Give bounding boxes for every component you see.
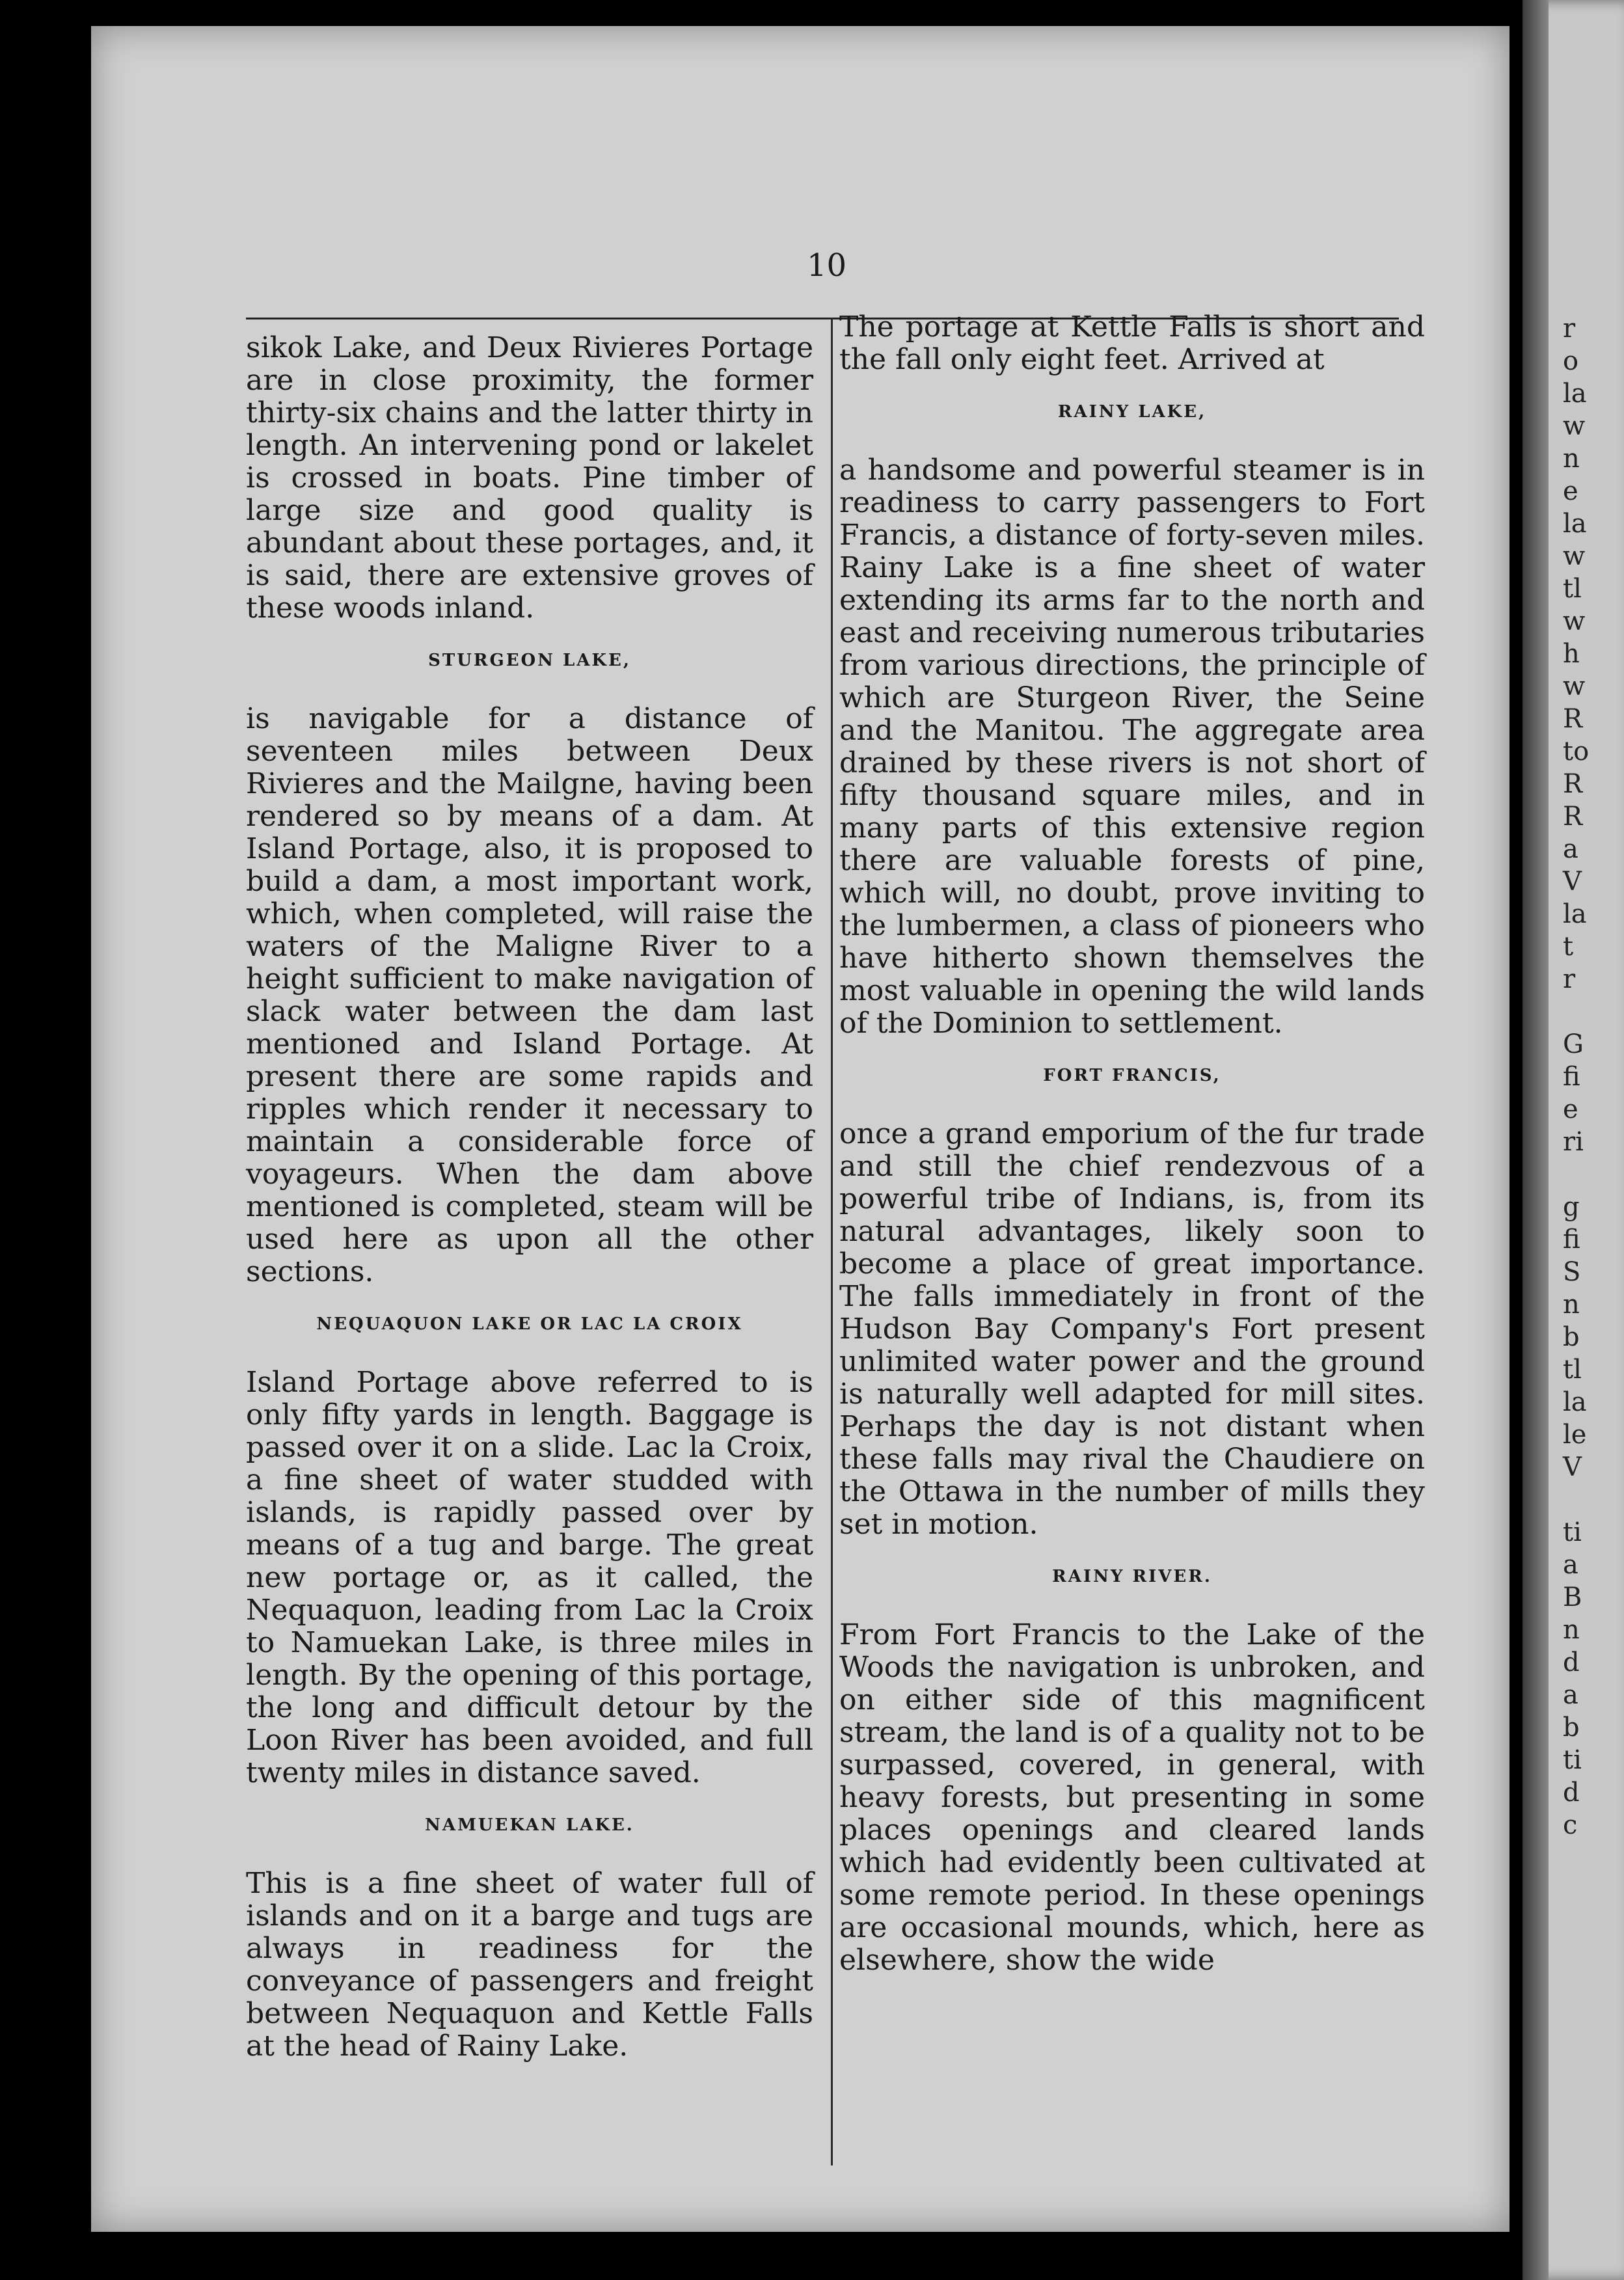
page-number: 10 <box>807 247 847 284</box>
facing-page-fragment: S <box>1563 1257 1581 1287</box>
facing-page-fragment: n <box>1563 1290 1580 1320</box>
facing-page-fragment: t <box>1563 932 1574 962</box>
facing-page-fragment: tl <box>1563 574 1582 604</box>
facing-page-fragment: b <box>1563 1713 1580 1743</box>
facing-page-fragment: ti <box>1563 1745 1582 1775</box>
facing-page-fragment: h <box>1563 639 1580 669</box>
body-paragraph: This is a fine sheet of water full of islands and on it a barge and tugs are always in readiness for the conveyance of passengers and freight between Nequaquon and Kettle Falls at the head of Rainy Lake. <box>246 1867 813 2063</box>
facing-page-fragment: w <box>1563 541 1586 571</box>
facing-page-fragment: g <box>1563 1192 1580 1222</box>
facing-page-fragment: a <box>1563 834 1578 864</box>
facing-page-fragment <box>1563 1158 1589 1191</box>
facing-page-fragment: ri <box>1563 1127 1584 1157</box>
book-gutter <box>1522 0 1549 2280</box>
body-paragraph: a handsome and powerful steamer is in readiness to carry passengers to Fort Francis, a distance of forty-seven miles. Rainy Lake is a fine sheet of water extending its arms far to the north and east and receiving numerous tributaries from various directions, the principle of which are Sturgeon River, the Seine and the Manitou. The aggregate area drained by these rivers is not short of fifty thousand square miles, and in many parts of this extensive region there are valuable forests of pine, which will, no doubt, prove inviting to the lumbermen, a class of pioneers who have hitherto shown themselves the most valuable in opening the wild lands of the Dominion to settlement. <box>839 454 1425 1040</box>
body-paragraph: The portage at Kettle Falls is short and the fall only eight feet. Arrived at <box>839 310 1425 376</box>
facing-page-fragment: r <box>1563 964 1576 994</box>
section-heading: STURGEON LAKE, <box>428 651 631 670</box>
facing-page-fragment: la <box>1563 379 1587 409</box>
facing-page-fragment: ti <box>1563 1517 1582 1547</box>
facing-page-fragment: to <box>1563 737 1590 767</box>
section-heading: RAINY LAKE, <box>1057 402 1207 422</box>
facing-page-fragment: e <box>1563 1094 1578 1124</box>
facing-page-fragment <box>1563 996 1589 1028</box>
facing-page-fragment: fi <box>1563 1062 1580 1092</box>
facing-page-fragment <box>1563 1484 1589 1516</box>
facing-page-fragment: a <box>1563 1680 1578 1710</box>
facing-page-fragment: V <box>1563 1452 1582 1482</box>
facing-page-fragment: b <box>1563 1322 1580 1352</box>
facing-page-fragment: w <box>1563 672 1586 701</box>
facing-page-fragment: a <box>1563 1550 1578 1580</box>
facing-page-fragment: w <box>1563 606 1586 636</box>
facing-page-fragment: la <box>1563 1387 1587 1417</box>
body-paragraph: sikok Lake, and Deux Rivieres Portage are in close proximity, the former thirty-six chains and the latter thirty in length. An intervening pond or lakelet is crossed in boats. Pine timber of large size and good quality is abundant about these portages, and, it is said, there are extensive groves of these woods inland. <box>246 331 813 625</box>
facing-page-fragment: fi <box>1563 1225 1580 1255</box>
section-heading: NEQUAQUON LAKE OR LAC LA CROIX <box>316 1314 743 1334</box>
body-paragraph: Island Portage above referred to is only fifty yards in length. Baggage is passed over it on a slide. Lac la Croix, a fine sheet of water studded with islands, is rapidly passed over by means of a tug and barge. The great new portage or, as it called, the Nequaquon, leading from Lac la Croix to Namuekan Lake, is three miles in length. By the opening of this portage, the long and difficult detour by the Loon River has been avoided, and full twenty miles in distance saved. <box>246 1366 813 1789</box>
facing-page-fragment: c <box>1563 1810 1578 1840</box>
column-divider <box>831 318 833 2165</box>
left-column <box>246 332 813 2073</box>
body-paragraph: is navigable for a distance of seventeen miles between Deux Rivieres and the Mailgne, having been rendered so by means of a dam. At Island Portage, also, it is proposed to build a dam, a most important work, which, when completed, will raise the waters of the Maligne River to a height sufficient to make navigation of slack water between the dam last mentioned and Island Portage. At present there are some rapids and ripples which render it necessary to maintain a considerable force of voyageurs. When the dam above mentioned is completed, steam will be used here as upon all the other sections. <box>246 702 813 1288</box>
facing-page-fragment: d <box>1563 1648 1580 1677</box>
facing-page-fragment: R <box>1563 802 1583 832</box>
facing-page-fragment: w <box>1563 411 1586 441</box>
facing-page-edge <box>1522 0 1624 2280</box>
body-paragraph: once a grand emporium of the fur trade and still the chief rendezvous of a powerful tribe of Indians, is, from its natural advantages, likely soon to become a place of great importance. The falls immediately in front of the Hudson Bay Company's Fort present unlimited water power and the ground is naturally well adapted for mill sites. Perhaps the day is not distant when these falls may rival the Chaudiere on the Ottawa in the number of mills they set in motion. <box>839 1117 1425 1541</box>
body-paragraph: From Fort Francis to the Lake of the Woods the navigation is unbroken, and on either side of this magnificent stream, the land is of a quality not to be surpassed, covered, in general, with heavy forests, but presenting in some places openings and cleared lands which had evidently been cultivated at some remote period. In these openings are occasional mounds, which, here as elsewhere, show the wide <box>839 1618 1425 1977</box>
facing-page-fragment: le <box>1563 1420 1587 1450</box>
facing-page-fragment: la <box>1563 509 1587 539</box>
facing-page-fragment: n <box>1563 444 1580 474</box>
facing-page-fragment: G <box>1563 1029 1584 1059</box>
facing-page-fragment: n <box>1563 1615 1580 1645</box>
facing-page-fragment: r <box>1563 314 1576 344</box>
facing-page-fragment: V <box>1563 867 1582 897</box>
section-heading: FORT FRANCIS, <box>1043 1066 1221 1085</box>
facing-page-fragment: la <box>1563 899 1587 929</box>
facing-page-fragment: B <box>1563 1582 1582 1612</box>
facing-page-fragment: R <box>1563 704 1583 734</box>
section-heading: RAINY RIVER. <box>1052 1567 1212 1586</box>
facing-page-fragment: o <box>1563 346 1579 376</box>
facing-page-fragment: e <box>1563 476 1578 506</box>
facing-page-fragment: R <box>1563 769 1583 799</box>
facing-page-text-fragments <box>1563 312 1589 1841</box>
section-heading: NAMUEKAN LAKE. <box>425 1815 634 1835</box>
facing-page-fragment: tl <box>1563 1355 1582 1385</box>
facing-page-fragment: d <box>1563 1778 1580 1808</box>
right-column <box>839 311 1425 1987</box>
